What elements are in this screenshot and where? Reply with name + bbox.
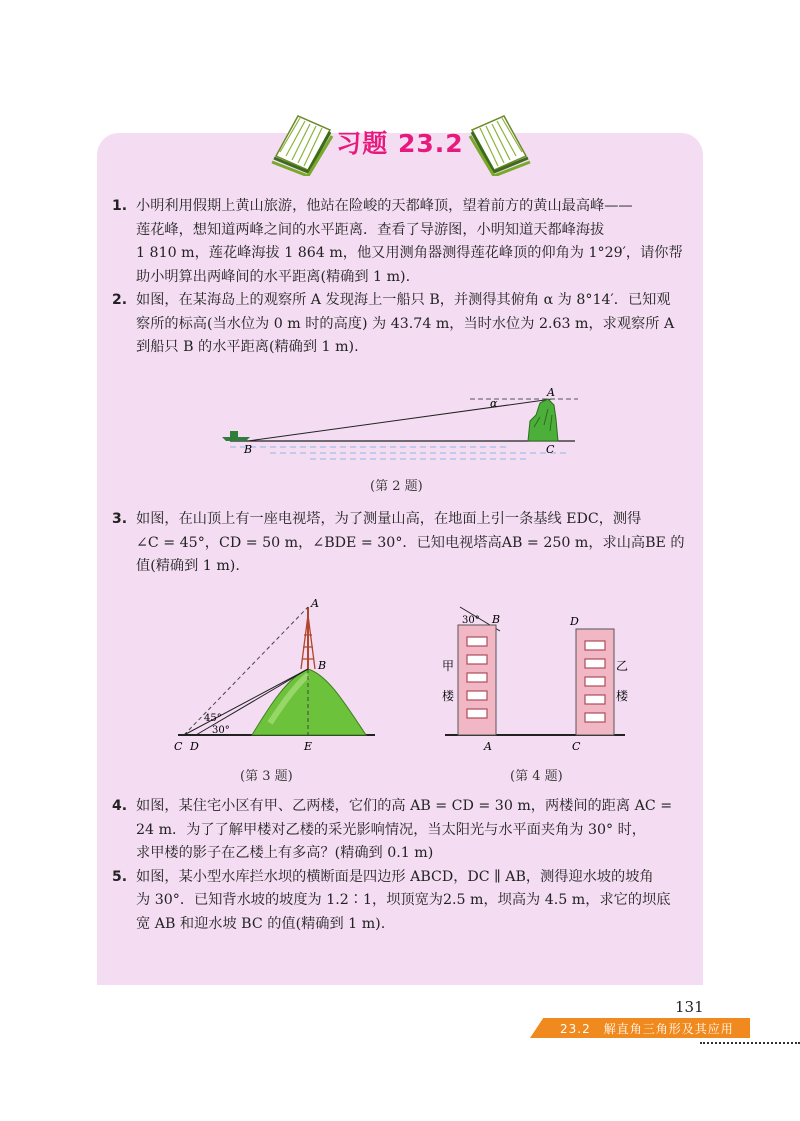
label-alpha: α <box>490 397 498 410</box>
figure-caption: (第 3 题) <box>240 769 293 784</box>
label-d: D <box>570 615 579 628</box>
building-label-yi: 乙 <box>616 659 629 673</box>
problem-line: 如图，在某海岛上的观察所 A 发现海上一船只 B，并测得其俯角 α 为 8°14′．已知观 <box>136 292 671 308</box>
problem-line: 24 m．为了了解甲楼对乙楼的采光影响情况，当太阳光与水平面夹角为 30° 时， <box>136 821 646 838</box>
label-c: C <box>174 740 183 753</box>
label-d: D <box>190 740 199 753</box>
open-book-icon <box>268 96 338 176</box>
footer-divider <box>700 1042 800 1044</box>
problem-line: 如图，某小型水库拦水坝的横断面是四边形 ABCD，DC ∥ AB，测得迎水坡的坡角 <box>136 868 654 885</box>
problem-line: 值(精确到 1 m). <box>136 558 240 574</box>
problem-line: ∠C = 45°，CD = 50 m，∠BDE = 30°．已知电视塔高AB = 250 m，求山高BE 的 <box>136 534 685 551</box>
label-b: B <box>492 613 501 626</box>
label-c: C <box>546 443 555 456</box>
exercise-title: 习题 23.2 <box>336 129 464 158</box>
angle-label-30: 30° <box>212 725 230 736</box>
problem-line: 察所的标高(当水位为 0 m 时的高度) 为 43.74 m，当时水位为 2.63 m，求观察所 A <box>136 315 675 332</box>
problem-4 <box>112 795 692 866</box>
problem-line: 1 810 m，莲花峰海拔 1 864 m，他又用测角器测得莲花峰顶的仰角为 1°29′，请你帮 <box>136 245 683 261</box>
figure-problem-4 <box>440 605 630 755</box>
problem-3 <box>112 508 692 579</box>
open-book-icon <box>464 96 534 176</box>
problem-2 <box>112 289 692 360</box>
angle-label-30: 30° <box>462 615 480 626</box>
section-footer-title: 23.2 解直角三角形及其应用 <box>560 1022 734 1036</box>
problem-number: 1. <box>112 198 128 214</box>
figure-problem-3 <box>170 595 380 755</box>
figure-caption: (第 4 题) <box>510 769 563 784</box>
problem-list-mid <box>112 508 692 579</box>
problem-list-bottom <box>112 795 692 936</box>
problem-line: 小明利用假期上黄山旅游，他站在险峻的天都峰顶，望着前方的黄山最高峰—— <box>136 198 633 214</box>
building-label-lou: 楼 <box>616 689 629 703</box>
problem-line: 到船只 B 的水平距离(精确到 1 m). <box>136 339 359 355</box>
label-c: C <box>572 740 581 753</box>
problem-line: 莲花峰，想知道两峰之间的水平距离．查看了导游图，小明知道天都峰海拔 <box>136 221 605 238</box>
building-label-jia: 甲 <box>442 659 455 673</box>
building-label-lou: 楼 <box>442 689 455 703</box>
label-a: A <box>547 386 555 399</box>
problem-5 <box>112 866 692 937</box>
problem-number: 3. <box>112 511 128 527</box>
angle-label-45: 45° <box>204 713 222 724</box>
exercise-title-banner <box>268 96 532 176</box>
figure-caption: (第 2 题) <box>370 479 423 494</box>
label-a: A <box>311 597 319 610</box>
problem-line: 如图，某住宅小区有甲、乙两楼，它们的高 AB = CD = 30 m，两楼间的距离 AC = <box>136 798 673 814</box>
problem-line: 助小明算出两峰间的水平距离(精确到 1 m). <box>136 268 411 285</box>
label-e: E <box>304 740 313 753</box>
label-a: A <box>484 740 492 753</box>
problem-line: 如图，在山顶上有一座电视塔，为了测量山高，在地面上引一条基线 EDC，测得 <box>136 511 642 527</box>
problem-number: 5. <box>112 868 128 885</box>
figure-problem-2 <box>210 385 590 465</box>
page-number: 131 <box>675 998 704 1016</box>
label-b: B <box>318 659 327 672</box>
problem-line: 求甲楼的影子在乙楼上有多高？(精确到 0.1 m) <box>136 845 434 861</box>
problem-number: 2. <box>112 292 128 308</box>
problem-number: 4. <box>112 798 128 814</box>
problem-line: 为 30°．已知背水坡的坡度为 1.2∶1，坝顶宽为2.5 m，坝高为 4.5 m，求它的坝底 <box>136 892 671 908</box>
problem-1 <box>112 195 692 289</box>
problem-list-top <box>112 195 692 360</box>
label-b: B <box>244 443 253 456</box>
problem-line: 宽 AB 和迎水坡 BC 的值(精确到 1 m). <box>136 915 386 932</box>
